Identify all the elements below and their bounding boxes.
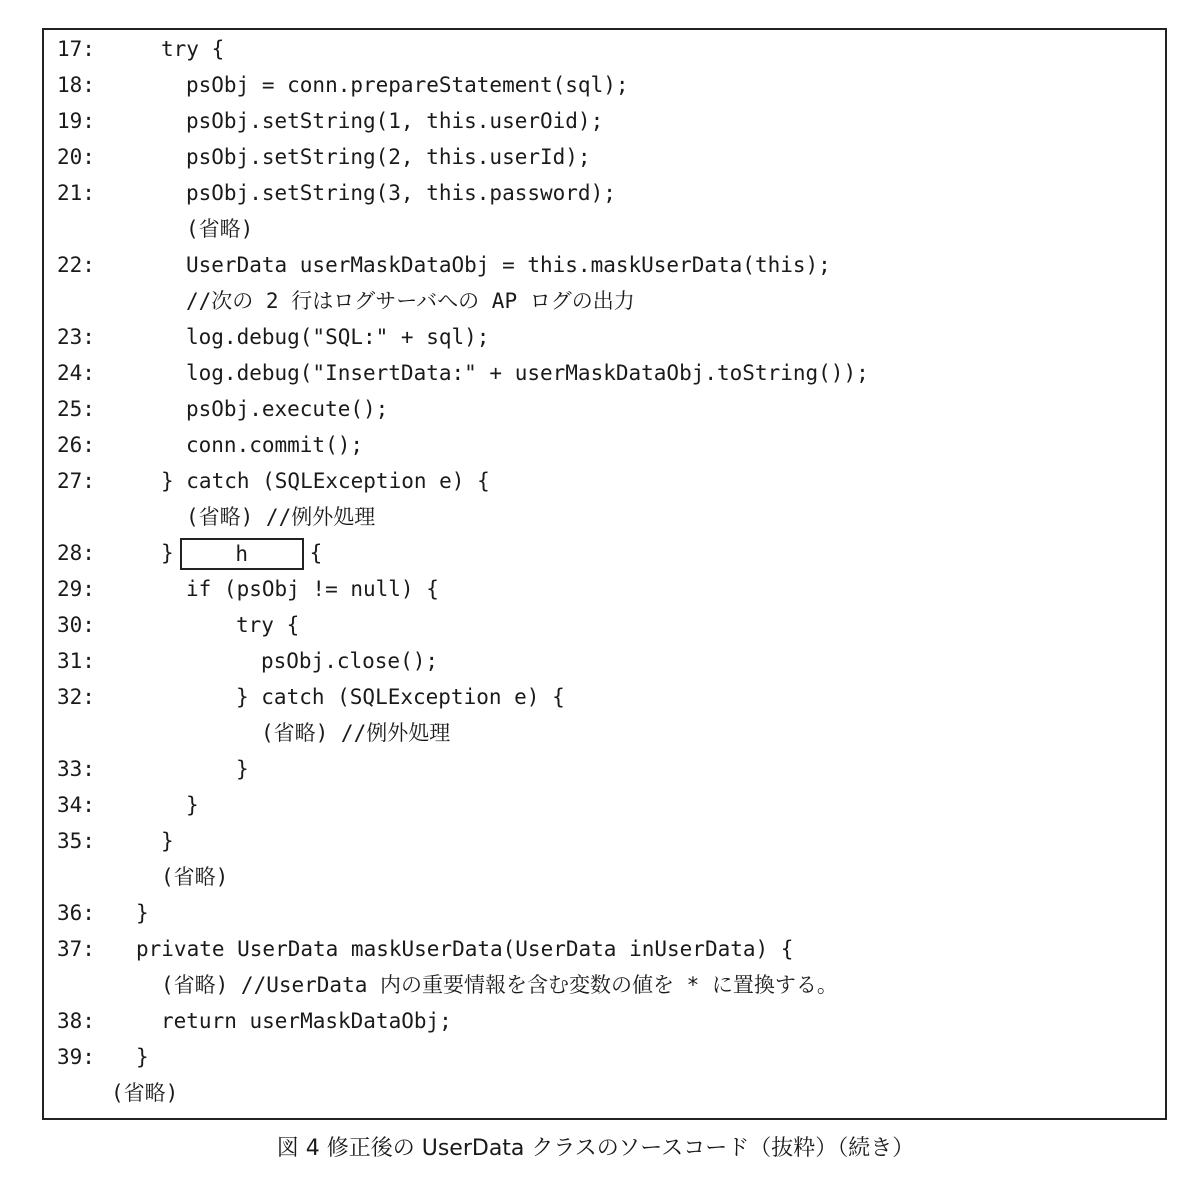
code-text: psObj.setString(3, this.password); xyxy=(186,181,616,205)
line-number: 33: xyxy=(57,757,95,781)
figure-caption: 図 4 修正後の UserData クラスのソースコード（抜粋）（続き） xyxy=(276,1136,915,1161)
line-number: 25: xyxy=(57,397,95,421)
line-number: 26: xyxy=(57,433,95,457)
code-text: psObj = conn.prepareStatement(sql); xyxy=(186,73,629,97)
code-text: try { xyxy=(161,37,225,61)
code-text xyxy=(161,535,322,571)
code-text: psObj.close(); xyxy=(261,649,439,673)
code-text: } xyxy=(161,829,174,853)
code-text: log.debug("SQL:" + sql); xyxy=(186,325,490,349)
code-text: psObj.setString(1, this.userOid); xyxy=(186,109,604,133)
code-text: } catch (SQLException e) { xyxy=(236,685,565,709)
code-text: //次の 2 行はログサーバへの AP ログの出力 xyxy=(186,289,635,313)
code-text: } catch (SQLException e) { xyxy=(161,469,490,493)
code-text: conn.commit(); xyxy=(186,433,364,457)
line-number: 24: xyxy=(57,361,95,385)
line-number: 20: xyxy=(57,145,95,169)
code-text: (省略) //例外処理 xyxy=(261,721,451,745)
code-text: psObj.execute(); xyxy=(186,397,389,421)
answer-blank-box: h xyxy=(180,538,304,570)
code-text: (省略) xyxy=(111,1081,179,1105)
code-text: return userMaskDataObj; xyxy=(161,1009,452,1033)
code-text-after: { xyxy=(309,541,323,565)
line-number: 21: xyxy=(57,181,95,205)
code-text: } xyxy=(136,1045,149,1069)
line-number: 23: xyxy=(57,325,95,349)
line-number: 32: xyxy=(57,685,95,709)
code-text: log.debug("InsertData:" + userMaskDataObj.toString()); xyxy=(186,361,869,385)
code-text: } xyxy=(136,901,149,925)
line-number: 28: xyxy=(57,541,95,565)
line-number: 30: xyxy=(57,613,95,637)
line-number: 37: xyxy=(57,937,95,961)
code-text: (省略) xyxy=(161,865,229,889)
code-text: (省略) xyxy=(186,217,254,241)
code-text: try { xyxy=(236,613,300,637)
line-number: 34: xyxy=(57,793,95,817)
code-text: if (psObj != null) { xyxy=(186,577,439,601)
code-text: (省略) //UserData 内の重要情報を含む変数の値を * に置換する。 xyxy=(161,973,838,997)
line-number: 35: xyxy=(57,829,95,853)
line-number: 18: xyxy=(57,73,95,97)
line-number: 31: xyxy=(57,649,95,673)
line-number: 38: xyxy=(57,1009,95,1033)
code-text: private UserData maskUserData(UserData inUserData) { xyxy=(136,937,794,961)
code-text: (省略) //例外処理 xyxy=(186,505,376,529)
line-number: 29: xyxy=(57,577,95,601)
line-number: 19: xyxy=(57,109,95,133)
line-number: 22: xyxy=(57,253,95,277)
code-text: } xyxy=(236,757,249,781)
code-text-before: } xyxy=(161,541,174,565)
code-text: UserData userMaskDataObj = this.maskUserData(this); xyxy=(186,253,831,277)
code-text: psObj.setString(2, this.userId); xyxy=(186,145,591,169)
line-number: 27: xyxy=(57,469,95,493)
line-number: 17: xyxy=(57,37,95,61)
line-number: 39: xyxy=(57,1045,95,1069)
source-code-box xyxy=(42,28,1167,1120)
line-number: 36: xyxy=(57,901,95,925)
code-text: } xyxy=(186,793,199,817)
